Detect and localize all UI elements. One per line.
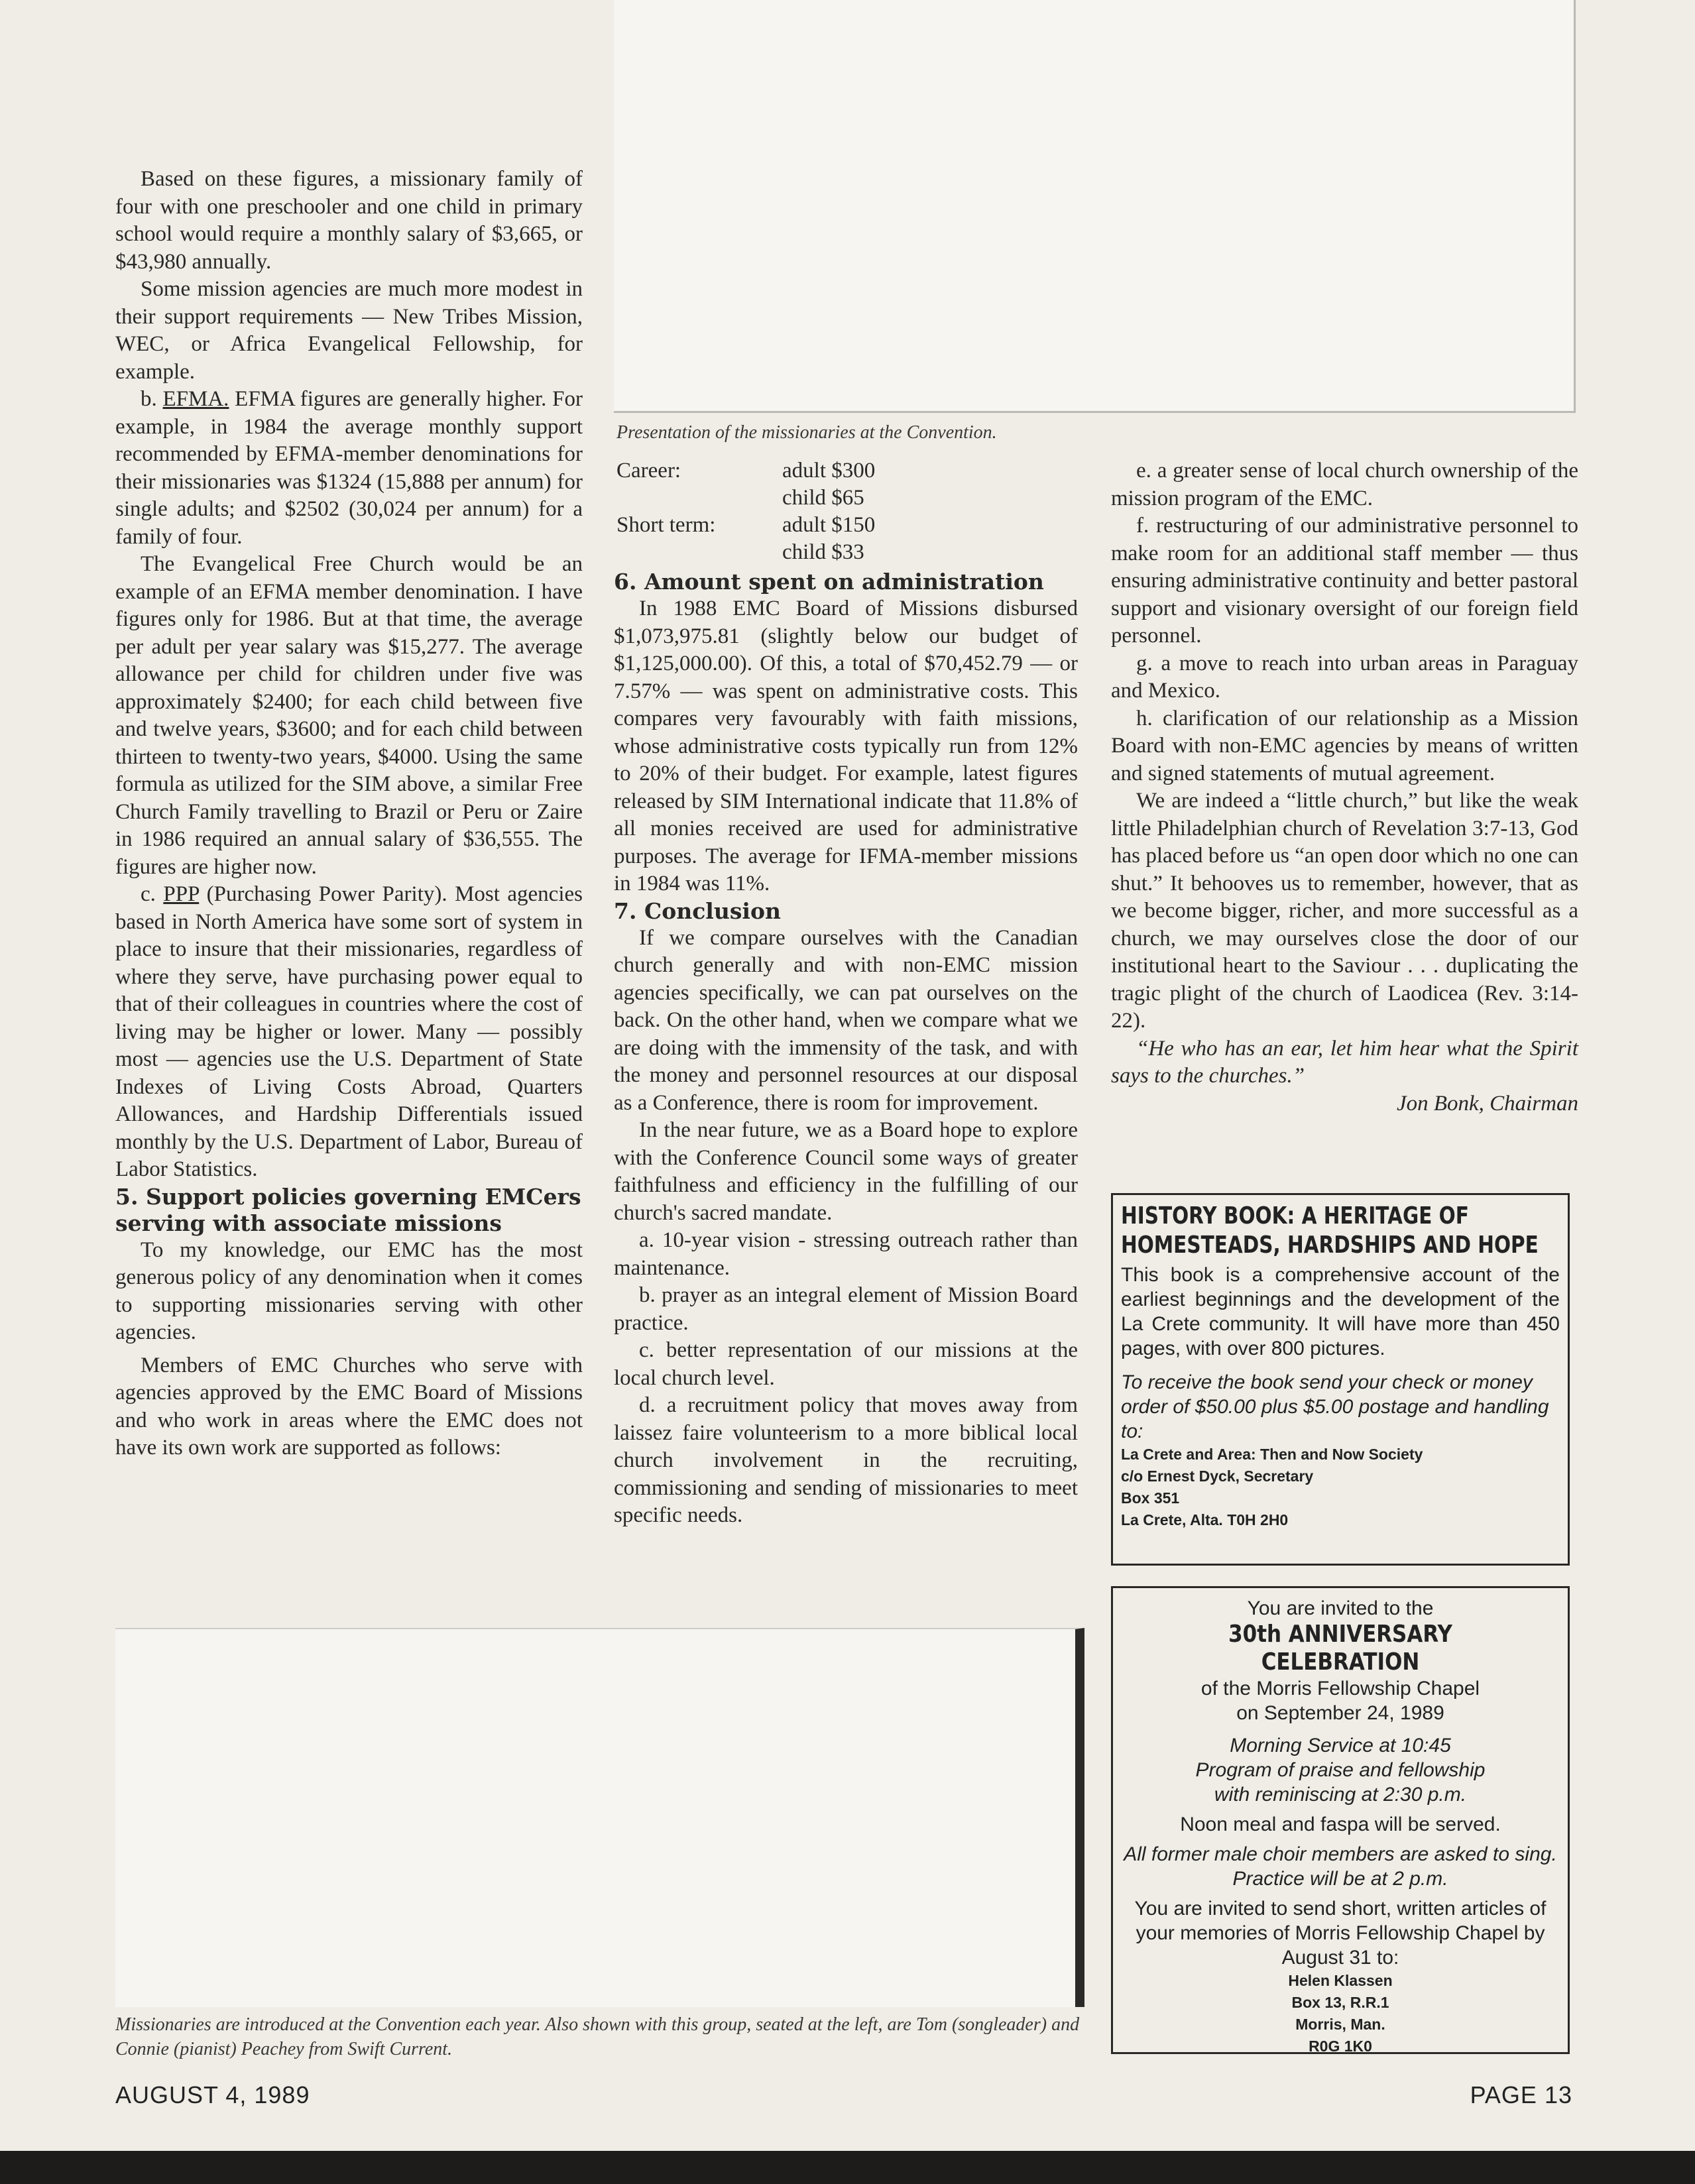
ad-description: This book is a comprehensive account of the earliest beginnings and the development of the La Crete community. It will have more than 450 pages, with over 800 pictures. [1121, 1264, 1560, 1359]
announcement-date: on September 24, 1989 [1236, 1702, 1444, 1724]
ad-title: HOMESTEADS, HARDSHIPS AND HOPE [1121, 1232, 1539, 1259]
ad-address-line: La Crete, Alta. T0H 2H0 [1121, 1511, 1289, 1528]
announcement-choir: All former male choir members are asked to sing. Practice will be at 2 p.m. [1124, 1843, 1557, 1890]
support-value: adult $300 [782, 459, 876, 483]
ad-address-line: Box 351 [1121, 1489, 1180, 1507]
list-item: g. a move to reach into urban areas in Paraguay and Mexico. [1111, 651, 1578, 703]
paragraph: Members of EMC Churches who serve with agencies approved by the EMC Board of Missions and who work in areas where the EMC does not have its own work are supported as follows: [115, 1353, 583, 1460]
closing-quote: “He who has an ear, let him hear what the Spirit says to the churches.” [1111, 1036, 1578, 1088]
section-heading-6: 6. Amount spent on administration [614, 569, 1044, 595]
announcement-meal: Noon meal and faspa will be served. [1180, 1813, 1501, 1835]
paragraph [115, 881, 583, 1184]
support-table [616, 457, 1078, 566]
article-column-3 [1111, 457, 1578, 1118]
list-item: c. better representation of our missions at the local church level. [614, 1338, 1078, 1390]
announcement-service: Morning Service at 10:45 [1230, 1735, 1451, 1756]
ad-address-line: c/o Ernest Dyck, Secretary [1121, 1467, 1314, 1485]
ad-order-instructions: To receive the book send your check or money order of $50.00 plus $5.00 postage and handling to: [1121, 1371, 1549, 1442]
photo-caption-bottom: Missionaries are introduced at the Convention each year. Also shown with this group, seated at the left, are Tom (songleader) and Connie (pianist) Peachey from Swift Current. [115, 2014, 1080, 2059]
ad-title: HISTORY BOOK: A HERITAGE OF [1121, 1202, 1469, 1230]
announcement-address-line: Morris, Man. [1295, 2016, 1385, 2033]
page-number: PAGE 13 [1470, 2081, 1572, 2108]
announcement-invite: You are invited to send short, written articles of your memories of Morris Fellowship Chapel by August 31 to: [1134, 1898, 1547, 1969]
ad-address-line: La Crete and Area: Then and Now Society [1121, 1446, 1423, 1463]
support-label-career: Career: [616, 459, 681, 483]
term-ppp: PPP [163, 882, 200, 906]
section-heading-7: 7. Conclusion [614, 897, 781, 924]
paragraph [115, 386, 583, 551]
support-value: child $65 [782, 486, 864, 510]
paragraph-text: EFMA figures are generally higher. For example, in 1984 the average monthly support recommended by EFMA-member denominations for their missionaries was $1324 (15,888 per annum) for single adults; and $2502 (30,024 per annum) for a family of four. [115, 387, 583, 549]
list-label: c. [141, 882, 164, 906]
signature: Jon Bonk, Chairman [1396, 1091, 1578, 1116]
paragraph: If we compare ourselves with the Canadian church generally and with non-EMC mission agencies specifically, we can pat ourselves on the back. On the other hand, when we compare what we are doing with the immensity of the task, and with the money and personnel resources at our disposal as a Conference, there is room for improvement. [614, 925, 1078, 1115]
history-book-ad [1111, 1193, 1570, 1566]
list-item: h. clarification of our relationship as a Mission Board with non-EMC agencies by means of written and signed statements of mutual agreement. [1111, 706, 1578, 785]
paragraph: Based on these figures, a missionary family of four with one preschooler and one child in primary school would require a monthly salary of $3,665, or $43,980 annually. [115, 167, 583, 274]
paragraph: In 1988 EMC Board of Missions disbursed $1,073,975.81 (slightly below our budget of $1,125,000.00). Of this, a total of $70,452.79 — or 7.57% — was spent on administrative costs. This compares very favourably with faith missions, whose administrative costs typically run from 12% to 20% of their budget. For example, latest figures released by SIM International indicate that 11.8% of all monies received are used for administrative purposes. The average for IFMA-member missions in 1984 was 11%. [614, 597, 1078, 895]
article-column-2 [614, 457, 1078, 1530]
support-value: adult $150 [782, 513, 876, 537]
photo-missionaries-group [115, 1628, 1084, 2007]
announcement-program: Program of praise and fellowship [1195, 1759, 1486, 1781]
announcement-address-line: Box 13, R.R.1 [1291, 1994, 1389, 2011]
paragraph: In the near future, we as a Board hope to explore with the Conference Council some ways of greater faithfulness and efficiency in the fulfilling of our church's sacred mandate. [614, 1118, 1078, 1225]
announcement-title: 30th ANNIVERSARY CELEBRATION [1228, 1621, 1452, 1676]
support-label-short-term: Short term: [616, 513, 716, 537]
announcement-program: with reminiscing at 2:30 p.m. [1214, 1784, 1467, 1806]
announcement-address-line: Helen Klassen [1288, 1972, 1393, 1989]
list-item: f. restructuring of our administrative personnel to make room for an additional staff member — thus ensuring administrative continuity and better pastoral support and visionary oversight of our foreign field personnel. [1111, 514, 1578, 648]
list-label: b. [141, 387, 163, 411]
article-column-1 [115, 166, 583, 1462]
term-efma: EFMA. [162, 387, 229, 411]
list-item: e. a greater sense of local church ownership of the mission program of the EMC. [1111, 459, 1578, 510]
paragraph: Some mission agencies are much more modest in their support requirements — New Tribes Mission, WEC, or Africa Evangelical Fellowship, for example. [115, 277, 583, 384]
announcement-line: You are invited to the [1247, 1597, 1434, 1619]
announcement-line: of the Morris Fellowship Chapel [1200, 1678, 1480, 1699]
scan-edge [0, 2151, 1695, 2184]
list-item: d. a recruitment policy that moves away from laissez faire volunteerism to a more biblical local church involvement in the recruiting, commissioning and sending of missionaries to meet specific needs. [614, 1393, 1078, 1527]
paragraph: We are indeed a “little church,” but like the weak little Philadelphian church of Revelation 3:7-13, God has placed before us “an open door which no one can shut.” It behooves us to remember, however, that as we become bigger, richer, and more successful as a church, we may ourselves close the door of our institutional heart to the Saviour . . . duplicating the tragic plight of the church of Laodicea (Rev. 3:14-22). [1111, 789, 1578, 1033]
photo-missionaries-presentation [614, 0, 1576, 413]
paragraph: The Evangelical Free Church would be an example of an EFMA member denomination. I have figures only for 1986. But at that time, the average per adult per year salary was $15,277. The average allowance per child for children under five was approximately $2400; for each child between five and twelve years, $3600; and for each child between thirteen to twenty-two years, $4000. Using the same formula as utilized for the SIM above, a similar Free Church Family travelling to Brazil or Peru or Zaire in 1986 required an annual salary of $36,555. The figures are higher now. [115, 552, 583, 879]
anniversary-announcement [1111, 1586, 1570, 2054]
section-heading-5: 5. Support policies governing EMCers serving with associate missions [115, 1183, 581, 1236]
support-value: child $33 [782, 540, 864, 564]
photo-caption-top: Presentation of the missionaries at the Convention. [616, 422, 997, 443]
paragraph-text: (Purchasing Power Parity). Most agencies based in North America have some sort of system in place to insure that their missionaries, regardless of where they serve, have purchasing power equal to that of their colleagues in countries where the cost of living may be higher or lower. Many — possibly most — agencies use the U.S. Department of State Indexes of Living Costs Abroad, Quarters Allowances, and Hardship Differentials issued monthly by the U.S. Department of Labor, Bureau of Labor Statistics. [115, 882, 583, 1181]
announcement-address-line: R0G 1K0 [1309, 2038, 1372, 2055]
issue-date: AUGUST 4, 1989 [115, 2081, 310, 2108]
paragraph: To my knowledge, our EMC has the most generous policy of any denomination when it comes to supporting missionaries serving with other agencies. [115, 1237, 583, 1344]
list-item: a. 10-year vision - stressing outreach rather than maintenance. [614, 1228, 1078, 1280]
list-item: b. prayer as an integral element of Mission Board practice. [614, 1283, 1078, 1335]
